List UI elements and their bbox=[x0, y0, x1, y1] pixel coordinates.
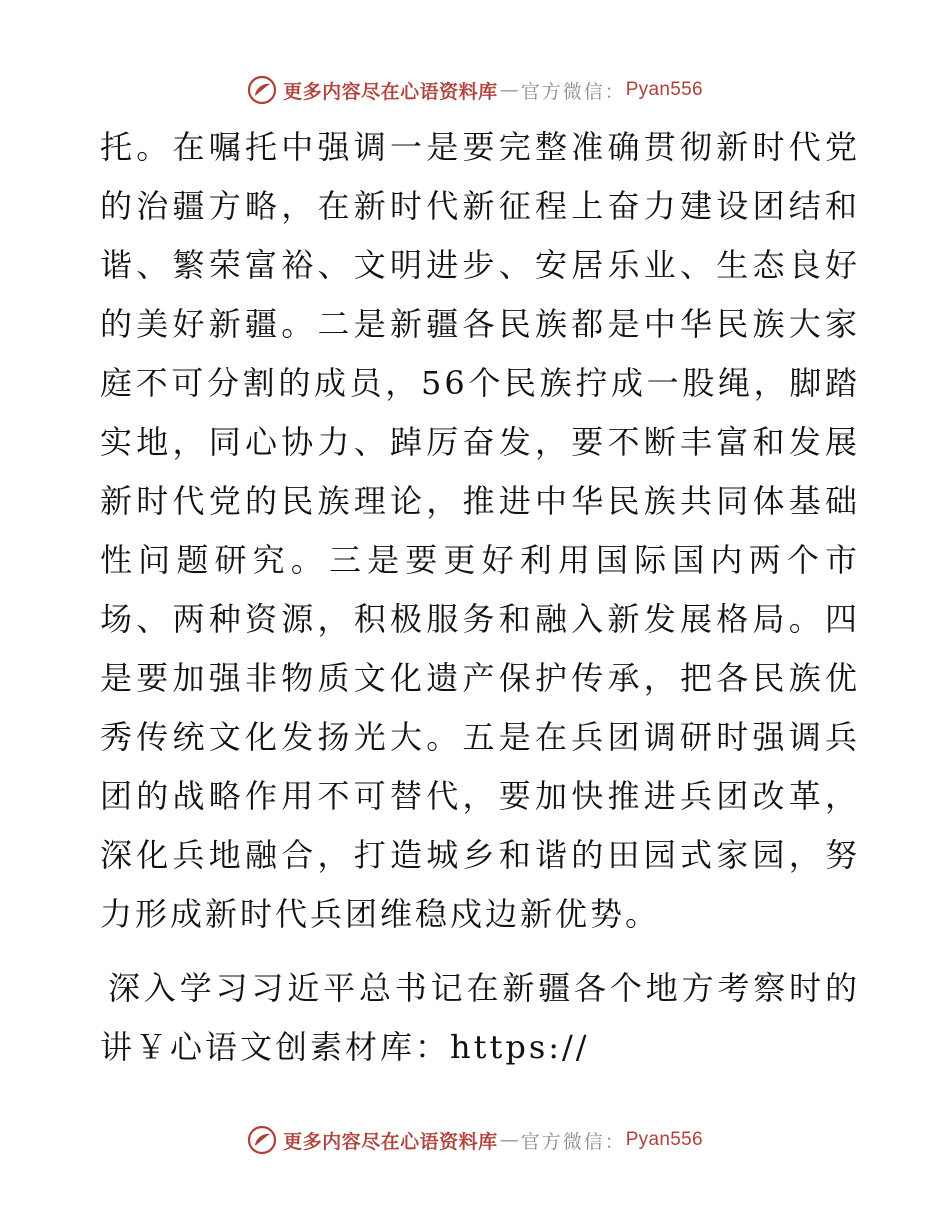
watermark-brand-text: 更多内容尽在心语资料库 bbox=[283, 1130, 498, 1153]
watermark-label: 官方微信： bbox=[520, 80, 626, 103]
watermark-account-id: Pyan556 bbox=[625, 79, 703, 100]
watermark-account-id: Pyan556 bbox=[625, 1129, 703, 1150]
document-body bbox=[100, 118, 860, 1077]
body-paragraph: 深入学习习近平总书记在新疆各个地方考察时的讲￥心语文创素材库：https:// bbox=[100, 969, 860, 1066]
footer-watermark bbox=[0, 1122, 950, 1158]
header-watermark bbox=[0, 72, 950, 108]
brand-logo-icon bbox=[247, 75, 277, 105]
body-paragraph: 托。在嘱托中强调一是要完整准确贯彻新时代党的治疆方略，在新时代新征程上奋力建设团结和谐、繁荣富裕、文明进步、安居乐业、生态良好的美好新疆。二是新疆各民族都是中华民族大家庭不可分割的成员，56个民族拧成一股绳，脚踏实地，同心协力、踔厉奋发，要不断丰富和发展新时代党的民族理论，推进中华民族共同体基础性问题研究。三是要更好利用国际国内两个市场、两种资源，积极服务和融入新发展格局。四是要加强非物质文化遗产保护传承，把各民族优秀传统文化发扬光大。五是在兵团调研时强调兵团的战略作用不可替代，要加快推进兵团改革，深化兵地融合，打造城乡和谐的田园式家园，努力形成新时代兵团维稳戍边新优势。 bbox=[100, 128, 860, 933]
watermark-dash: — bbox=[499, 1129, 519, 1151]
watermark-label: 官方微信： bbox=[520, 1130, 626, 1153]
watermark-brand-text: 更多内容尽在心语资料库 bbox=[283, 80, 498, 103]
brand-logo-icon bbox=[247, 1125, 277, 1155]
watermark-dash: — bbox=[499, 79, 519, 101]
